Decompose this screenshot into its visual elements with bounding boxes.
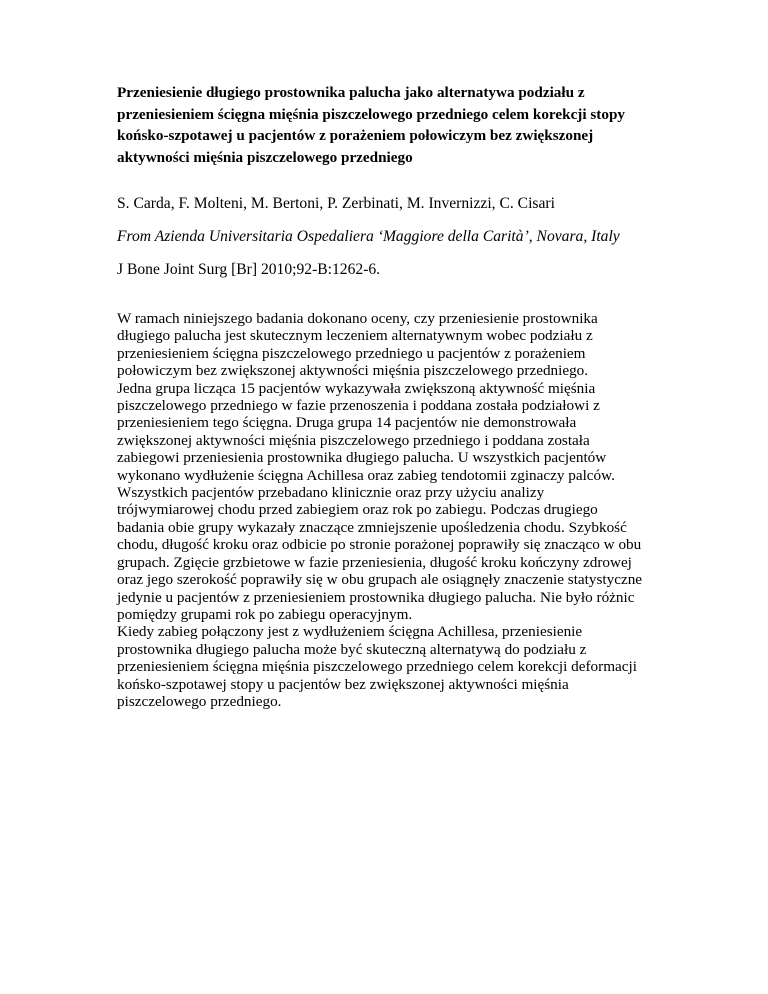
title-line: przeniesieniem ścięgna mięśnia piszczelowego przedniego celem korekcji stopy bbox=[117, 105, 625, 123]
title-line: końsko-szpotawej u pacjentów z porażeniem połowiczym bez zwiększonej bbox=[117, 127, 594, 144]
abstract-line: oraz jego szerokość poprawiły się w obu grupach ale osiągnęły znaczenie statystyczne bbox=[117, 571, 643, 589]
title-line: Przeniesienie długiego prostownika palucha jako alternatywa podziału z bbox=[117, 84, 585, 101]
abstract-line: przeniesieniem tego ścięgna. Druga grupa 14 pacjentów nie demonstrowała bbox=[117, 414, 577, 432]
abstract-line: pomiędzy grupami rok po zabiegu operacyjnym. bbox=[117, 605, 413, 623]
journal-citation: J Bone Joint Surg [Br] 2010;92-B:1262-6. bbox=[117, 261, 381, 278]
abstract-line: grupach. Zgięcie grzbietowe w fazie przeniesienia, długość kroku kończyny zdrowej bbox=[117, 553, 632, 571]
abstract-line: wykonano wydłużenie ścięgna Achillesa oraz zabieg tendotomii zginaczy palców. bbox=[117, 466, 615, 484]
abstract-line: przeniesieniem ścięgna mięśnia piszczelowego przedniego celem korekcji deformacji bbox=[117, 658, 637, 676]
abstract-line: końsko-szpotawej stopy u pacjentów bez zwiększonej aktywności mięśnia bbox=[117, 675, 569, 693]
abstract-paragraph-2 bbox=[117, 623, 657, 710]
abstract-line: chodu, długość kroku oraz odbicie po stronie porażonej poprawiły się znacząco w obu bbox=[117, 536, 642, 554]
abstract-line: długiego palucha jest skutecznym leczeniem alternatywnym wobec podziału z bbox=[117, 327, 593, 345]
abstract-line: W ramach niniejszego badania dokonano oceny, czy przeniesienie prostownika bbox=[117, 310, 598, 327]
abstract-line: jedynie u pacjentów z przeniesieniem prostownika długiego palucha. Nie było różnic bbox=[117, 588, 635, 606]
abstract bbox=[117, 310, 657, 710]
affiliation: From Azienda Universitaria Ospedaliera ‘Maggiore della Carità’, Novara, Italy bbox=[117, 228, 620, 245]
abstract-line: Kiedy zabieg połączony jest z wydłużeniem ścięgna Achillesa, przeniesienie bbox=[117, 623, 583, 641]
title-line: aktywności mięśnia piszczelowego przedniego bbox=[117, 148, 413, 166]
abstract-line: piszczelowego przedniego. bbox=[117, 692, 282, 710]
abstract-line: piszczelowego przedniego w fazie przenoszenia i poddana została podziałowi z bbox=[117, 397, 600, 415]
article-title bbox=[117, 82, 657, 168]
abstract-line: prostownika długiego palucha może być skuteczną alternatywą do podziału z bbox=[117, 640, 587, 658]
abstract-line: zabiegowi przeniesienia prostownika długiego palucha. U wszystkich pacjentów bbox=[117, 449, 607, 467]
abstract-line: badania obie grupy wykazały znaczące zmniejszenie upośledzenia chodu. Szybkość bbox=[117, 518, 627, 536]
authors: S. Carda, F. Molteni, M. Bertoni, P. Zerbinati, M. Invernizzi, C. Cisari bbox=[117, 195, 555, 212]
abstract-line: Jedna grupa licząca 15 pacjentów wykazywała zwiększoną aktywność mięśnia bbox=[117, 379, 596, 397]
abstract-line: połowiczym bez zwiększonej aktywności mięśnia piszczelowego przedniego. bbox=[117, 362, 589, 380]
abstract-line: Wszystkich pacjentów przebadano klinicznie oraz przy użyciu analizy bbox=[117, 484, 545, 502]
abstract-line: trójwymiarowej chodu przed zabiegiem oraz rok po zabiegu. Podczas drugiego bbox=[117, 501, 598, 519]
abstract-line: zwiększonej aktywności mięśnia piszczelowego przedniego i poddana została bbox=[117, 431, 590, 449]
abstract-line: przeniesieniem ścięgna piszczelowego przedniego u pacjentów z porażeniem bbox=[117, 344, 586, 362]
abstract-paragraph-1 bbox=[117, 310, 657, 623]
